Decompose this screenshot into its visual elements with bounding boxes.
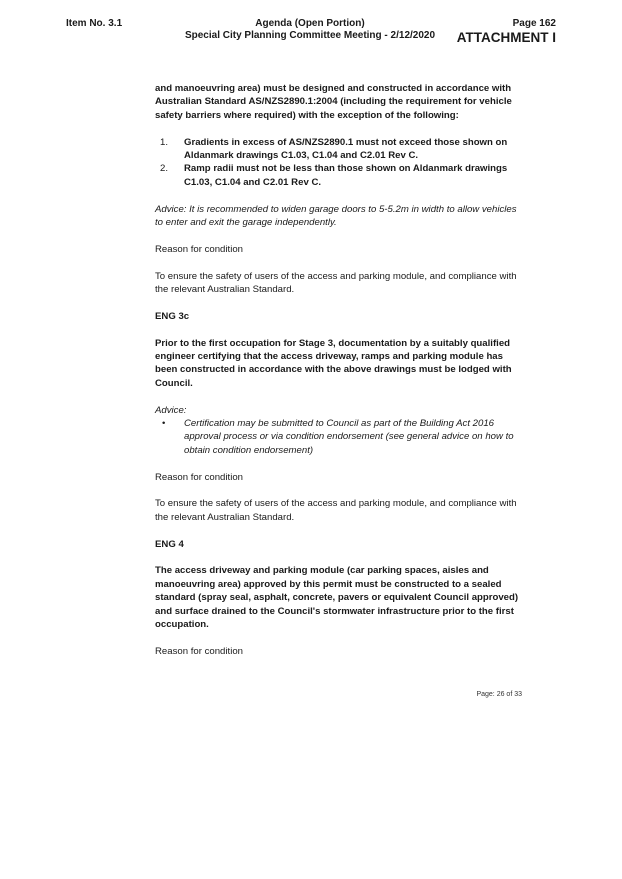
reason-text: To ensure the safety of users of the access and parking module, and compliance with the relevant Australian Standard.	[155, 498, 517, 523]
item-number: Item No. 3.1	[66, 18, 123, 29]
page-number: Page 162	[512, 18, 556, 29]
list-text: Ramp radii must not be less than those shown on Aldanmark drawings C1.03, C1.04 and C2.01 Rev C.	[184, 163, 508, 188]
list-number: 2.	[160, 163, 169, 175]
page-footer: Page: 26 of 33	[476, 691, 522, 698]
list-text: Gradients in excess of AS/NZS2890.1 must not exceed those shown on Aldanmark drawings C1.03, C1.04 and C2.01 Rev C.	[184, 136, 508, 162]
list-text: Certification may be submitted to Council as part of the Building Act 2016 approval process or via condition endorsement (see general advice on how to obtain condition endorsement)	[184, 418, 514, 456]
agenda-header	[150, 18, 470, 42]
advice-label: Advice:	[155, 404, 187, 416]
agenda-title: Agenda (Open Portion)	[255, 18, 365, 29]
attachment-label: ATTACHMENT I	[456, 30, 556, 45]
advice-list	[155, 417, 525, 457]
reason-label: Reason for condition	[155, 645, 243, 657]
page-header	[457, 18, 556, 45]
reason-label: Reason for condition	[155, 243, 243, 255]
eng3c-heading: ENG 3c	[155, 310, 190, 322]
exceptions-list	[155, 136, 525, 190]
reason-label: Reason for condition	[155, 471, 243, 483]
eng3c-text: Prior to the first occupation for Stage 3, documentation by a suitably qualified engineer certifying that the access driveway, ramps and parking module has been constructed in accordance with the above drawings must be lodged with Council.	[155, 337, 512, 389]
meeting-title: Special City Planning Committee Meeting - 2/12/2020	[184, 30, 436, 41]
list-item	[155, 162, 525, 189]
list-item	[155, 136, 525, 163]
advice-garage: Advice: It is recommended to widen garage doors to 5-5.2m in width to allow vehicles to enter and exit the garage independently.	[155, 203, 517, 229]
eng4-text: The access driveway and parking module (car parking spaces, aisles and manoeuvring area) approved by this permit must be constructed to a sealed standard (spray seal, asphalt, concrete, pavers or equivalent Council approved) and surface drained to the Council's stormwater infrastructure prior to the first occupation.	[155, 565, 519, 631]
intro-paragraph: and manoeuvring area) must be designed and constructed in accordance with Australian Standard AS/NZS2890.1:2004 (including the requirement for vehicle safety barriers where required) with the exception of the following:	[155, 83, 512, 121]
reason-text: To ensure the safety of users of the access and parking module, and compliance with the relevant Australian Standard.	[155, 270, 517, 296]
eng4-heading: ENG 4	[155, 538, 184, 550]
bullet-icon: •	[162, 418, 166, 430]
document-body	[155, 82, 525, 672]
list-number: 1.	[160, 136, 169, 148]
list-item	[155, 417, 525, 457]
